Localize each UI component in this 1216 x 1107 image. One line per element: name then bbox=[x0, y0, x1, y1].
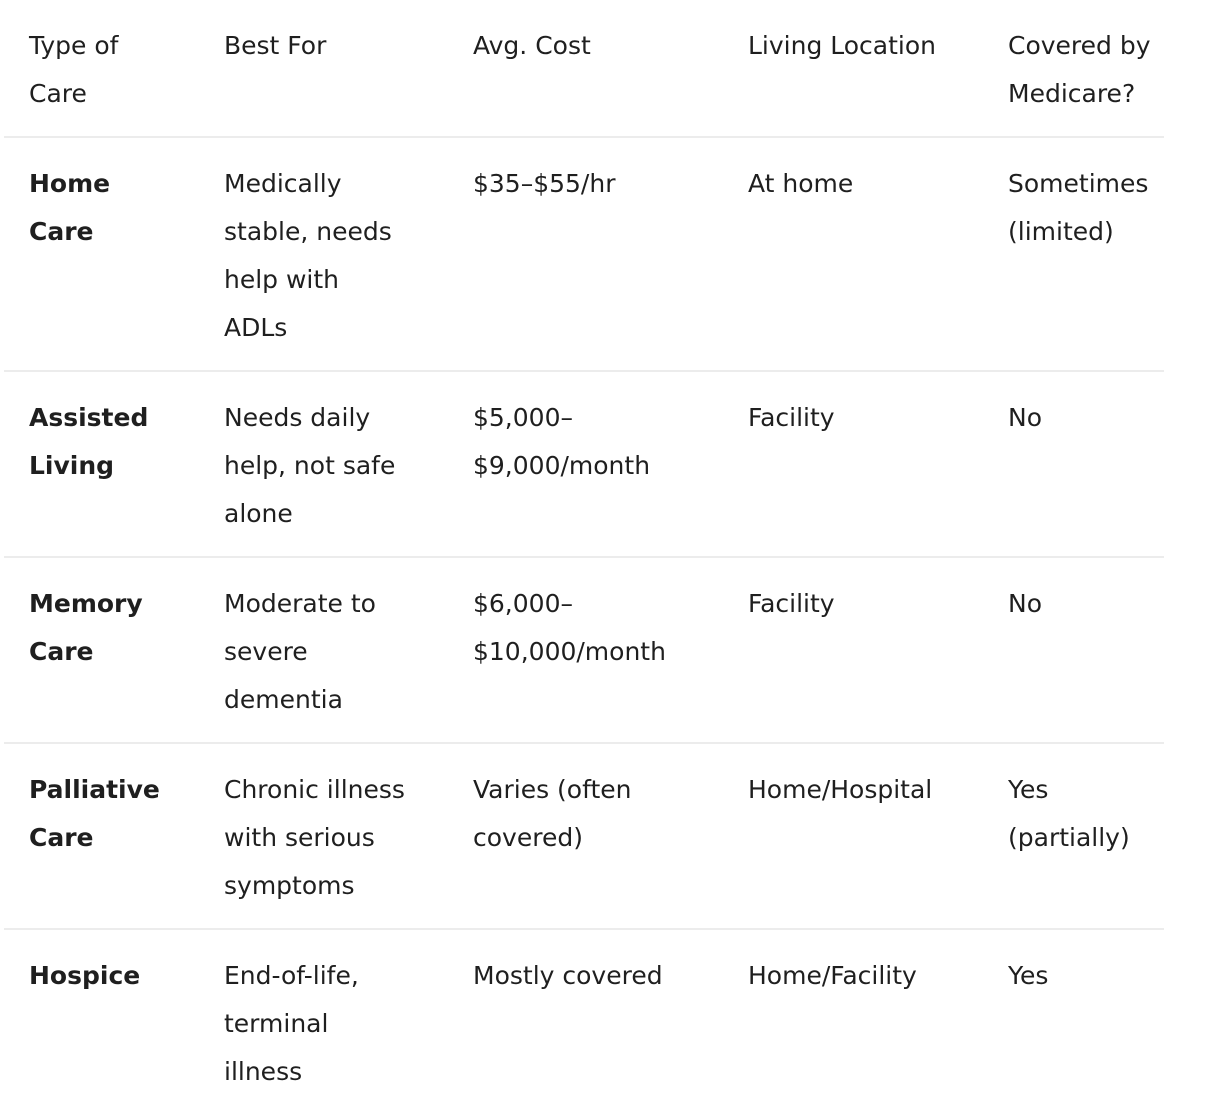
header-medicare bbox=[1008, 0, 1164, 136]
cell-type bbox=[4, 138, 224, 370]
cell-text: Home Care bbox=[29, 169, 111, 246]
cell-avg-cost bbox=[473, 744, 748, 928]
cell-text: Varies (often covered) bbox=[473, 775, 632, 852]
cell-text: Home/Facility bbox=[748, 961, 917, 990]
cell-medicare bbox=[1008, 372, 1164, 556]
cell-text: Facility bbox=[748, 589, 835, 618]
header-best-for bbox=[224, 0, 473, 136]
cell-text: $35–$55/hr bbox=[473, 169, 616, 198]
cell-text: Medically stable, needs help with ADLs bbox=[224, 169, 392, 342]
table-row bbox=[4, 558, 1164, 744]
cell-living-location bbox=[748, 372, 1008, 556]
cell-text: No bbox=[1008, 589, 1042, 618]
cell-text: Chronic illness with serious symptoms bbox=[224, 775, 405, 900]
header-label: Best For bbox=[224, 31, 327, 60]
cell-text: Moderate to severe dementia bbox=[224, 589, 376, 714]
cell-text: Palliative Care bbox=[29, 775, 160, 852]
cell-best-for bbox=[224, 558, 473, 742]
care-comparison-table bbox=[4, 0, 1164, 1107]
cell-type bbox=[4, 744, 224, 928]
cell-avg-cost bbox=[473, 372, 748, 556]
cell-text: End-of-life, terminal illness bbox=[224, 961, 359, 1086]
cell-medicare bbox=[1008, 744, 1164, 928]
header-label: Type of Care bbox=[29, 31, 119, 108]
cell-best-for bbox=[224, 138, 473, 370]
cell-text: Facility bbox=[748, 403, 835, 432]
cell-medicare bbox=[1008, 558, 1164, 742]
header-label: Living Location bbox=[748, 31, 937, 60]
cell-best-for bbox=[224, 744, 473, 928]
cell-type bbox=[4, 558, 224, 742]
cell-text: Home/Hospital bbox=[748, 775, 933, 804]
cell-living-location bbox=[748, 558, 1008, 742]
cell-text: Memory Care bbox=[29, 589, 143, 666]
cell-living-location bbox=[748, 744, 1008, 928]
cell-type bbox=[4, 930, 224, 1107]
cell-best-for bbox=[224, 930, 473, 1107]
header-label: Avg. Cost bbox=[473, 31, 591, 60]
table-row bbox=[4, 372, 1164, 558]
cell-text: Hospice bbox=[29, 961, 141, 990]
cell-avg-cost bbox=[473, 930, 748, 1107]
table-row bbox=[4, 138, 1164, 372]
header-living-location bbox=[748, 0, 1008, 136]
table-header-row bbox=[4, 0, 1164, 138]
cell-text: Assisted Living bbox=[29, 403, 149, 480]
cell-living-location bbox=[748, 138, 1008, 370]
cell-text: Yes bbox=[1008, 961, 1049, 990]
table-row bbox=[4, 930, 1164, 1107]
cell-text: $6,000– $10,000/month bbox=[473, 589, 666, 666]
cell-text: Yes (partially) bbox=[1008, 775, 1130, 852]
cell-medicare bbox=[1008, 138, 1164, 370]
cell-text: Needs daily help, not safe alone bbox=[224, 403, 396, 528]
header-avg-cost bbox=[473, 0, 748, 136]
header-label: Covered by Medicare? bbox=[1008, 31, 1151, 108]
cell-medicare bbox=[1008, 930, 1164, 1107]
cell-avg-cost bbox=[473, 558, 748, 742]
cell-avg-cost bbox=[473, 138, 748, 370]
cell-text: No bbox=[1008, 403, 1042, 432]
cell-living-location bbox=[748, 930, 1008, 1107]
cell-text: Sometimes (limited) bbox=[1008, 169, 1149, 246]
cell-text: Mostly covered bbox=[473, 961, 663, 990]
table-row bbox=[4, 744, 1164, 930]
cell-type bbox=[4, 372, 224, 556]
cell-best-for bbox=[224, 372, 473, 556]
cell-text: At home bbox=[748, 169, 854, 198]
cell-text: $5,000– $9,000/month bbox=[473, 403, 651, 480]
header-type-of-care bbox=[4, 0, 224, 136]
